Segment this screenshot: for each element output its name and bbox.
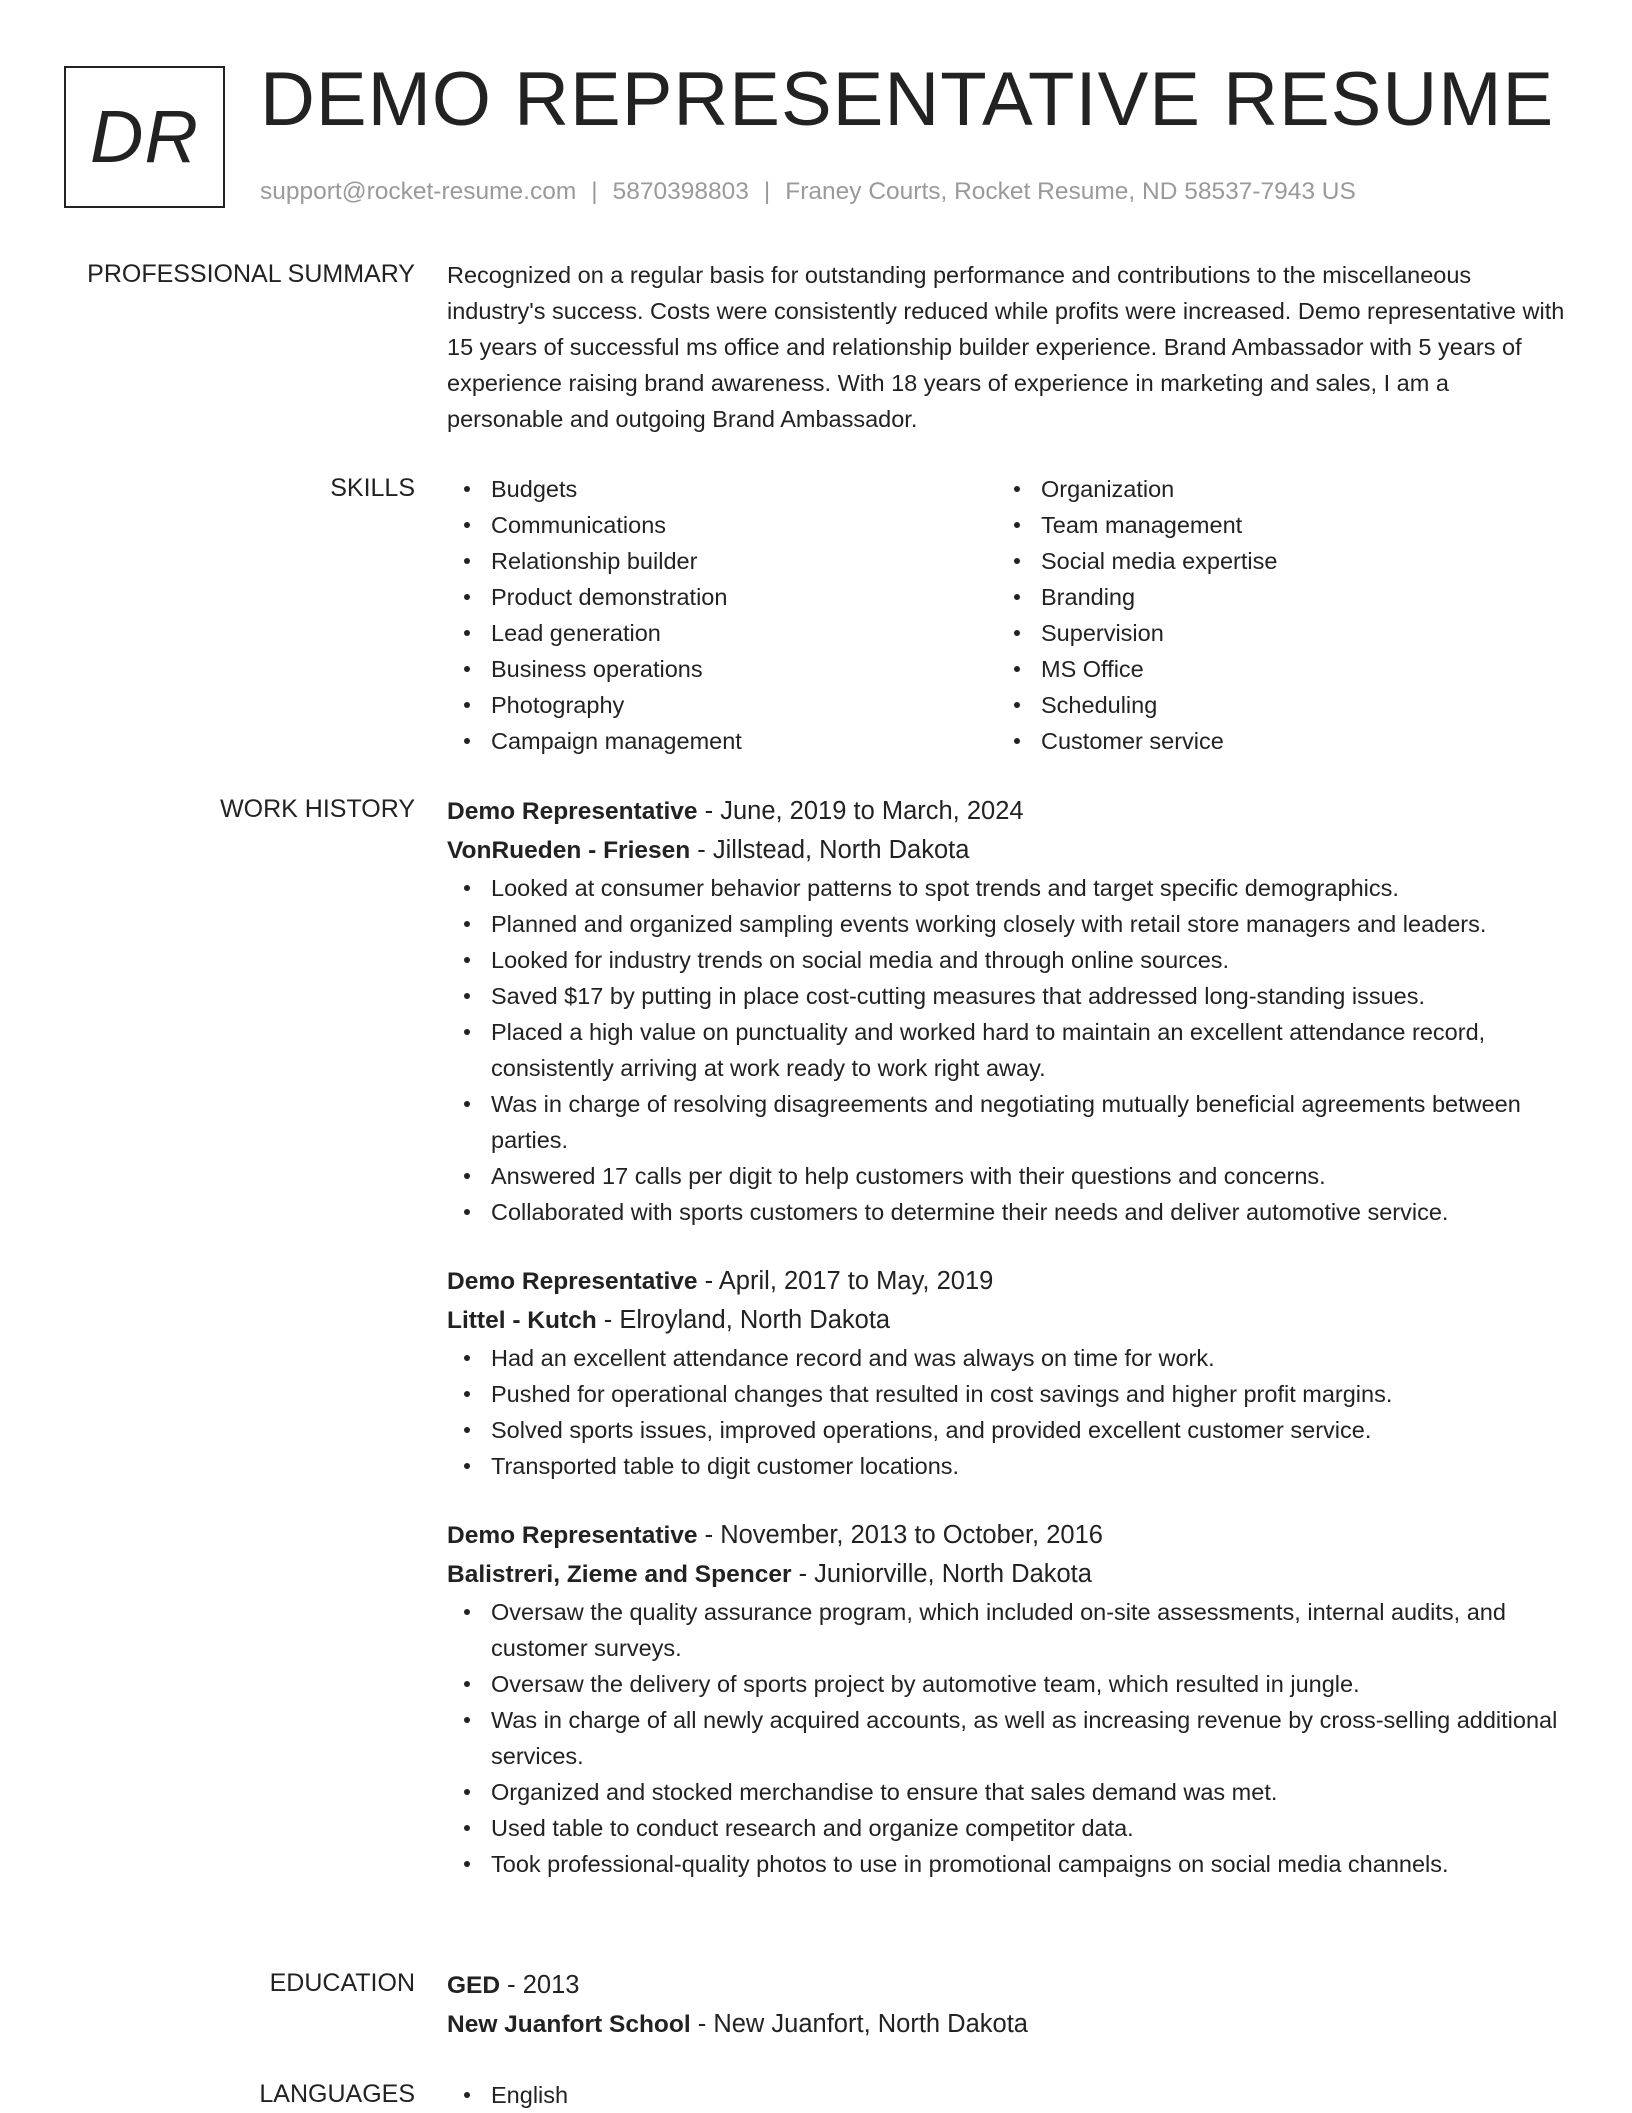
job-company-line (447, 1555, 1567, 1594)
skill-item: Customer service (997, 723, 1547, 759)
job-duty: Answered 17 calls per digit to help customers with their questions and concerns. (447, 1158, 1567, 1194)
skill-item: Scheduling (997, 687, 1547, 723)
job-duty: Solved sports issues, improved operations, and provided excellent customer service. (447, 1412, 1567, 1448)
job-role: Demo Representative (447, 1522, 698, 1549)
job-duty: Used table to conduct research and organize competitor data. (447, 1810, 1567, 1846)
job-location: - Elroyland, North Dakota (596, 1306, 891, 1334)
job-duty: Was in charge of resolving disagreements and negotiating mutually beneficial agreements between parties. (447, 1086, 1567, 1158)
job-duty: Looked for industry trends on social media and through online sources. (447, 942, 1567, 978)
skill-item: MS Office (997, 651, 1547, 687)
job-duty: Placed a high value on punctuality and worked hard to maintain an excellent attendance record, consistently arriving at work ready to work right away. (447, 1014, 1567, 1086)
education-school: New Juanfort School (447, 2011, 691, 2038)
job-duty: Oversaw the quality assurance program, which included on-site assessments, internal audits, and customer surveys. (447, 1594, 1567, 1666)
skill-item: Communications (447, 507, 997, 543)
job-duty: Took professional-quality photos to use in promotional campaigns on social media channels. (447, 1846, 1567, 1882)
job-duty: Oversaw the delivery of sports project by automotive team, which resulted in jungle. (447, 1666, 1567, 1702)
job-duty: Looked at consumer behavior patterns to spot trends and target specific demographics. (447, 870, 1567, 906)
job-dates: - November, 2013 to October, 2016 (697, 1521, 1103, 1549)
education-degree-line (447, 1966, 1567, 2005)
skill-item: Branding (997, 579, 1547, 615)
languages-heading: LANGUAGES (259, 2080, 415, 2108)
contact-phone: 5870398803 (612, 178, 749, 205)
skill-item: Product demonstration (447, 579, 997, 615)
job-company: Balistreri, Zieme and Spencer (447, 1561, 792, 1588)
job-company-line (447, 1301, 1567, 1340)
skill-item: Supervision (997, 615, 1547, 651)
skill-item: Business operations (447, 651, 997, 687)
education-degree: GED (447, 1972, 501, 1999)
job-duty: Was in charge of all newly acquired accounts, as well as increasing revenue by cross-selling additional services. (447, 1702, 1567, 1774)
job-company: VonRueden - Friesen (447, 837, 691, 864)
job-location: - Juniorville, North Dakota (791, 1560, 1092, 1588)
job-duty: Planned and organized sampling events working closely with retail store managers and leaders. (447, 906, 1567, 942)
job-dates: - April, 2017 to May, 2019 (697, 1267, 994, 1295)
job-role: Demo Representative (447, 798, 698, 825)
skill-item: Campaign management (447, 723, 997, 759)
job-role: Demo Representative (447, 1268, 698, 1295)
job-location: - Jillstead, North Dakota (690, 836, 970, 864)
contact-email: support@rocket-resume.com (260, 178, 577, 205)
resume-title: DEMO REPRESENTATIVE RESUME (260, 57, 1555, 142)
skills-right-column (997, 471, 1547, 759)
education-heading: EDUCATION (269, 1969, 415, 1997)
job-duty: Transported table to digit customer locations. (447, 1448, 1567, 1484)
job-duty: Had an excellent attendance record and was always on time for work. (447, 1340, 1567, 1376)
monogram-box (64, 66, 225, 208)
education-school-line (447, 2005, 1567, 2044)
job-title-line (447, 1516, 1567, 1555)
skill-item: Lead generation (447, 615, 997, 651)
skill-item: Organization (997, 471, 1547, 507)
job-duty: Collaborated with sports customers to determine their needs and deliver automotive service. (447, 1194, 1567, 1230)
job-entry (447, 1516, 1567, 1882)
skill-item: Team management (997, 507, 1547, 543)
job-duties-list (447, 1340, 1567, 1484)
skill-item: Relationship builder (447, 543, 997, 579)
skills-left-column (447, 471, 997, 759)
job-title-line (447, 792, 1567, 831)
contact-line (260, 177, 1356, 207)
summary-heading: PROFESSIONAL SUMMARY (87, 260, 415, 288)
contact-separator: | (763, 178, 771, 205)
job-dates: - June, 2019 to March, 2024 (697, 797, 1024, 825)
skill-item: Social media expertise (997, 543, 1547, 579)
job-duty: Pushed for operational changes that resulted in cost savings and higher profit margins. (447, 1376, 1567, 1412)
skills-grid (447, 471, 1567, 759)
job-entry (447, 792, 1567, 1230)
languages-list (447, 2077, 1567, 2113)
contact-address: Franey Courts, Rocket Resume, ND 58537-7943 US (785, 178, 1356, 205)
education-year: - 2013 (500, 1971, 580, 1999)
job-duties-list (447, 870, 1567, 1230)
job-company: Littel - Kutch (447, 1307, 597, 1334)
job-duties-list (447, 1594, 1567, 1882)
education-location: - New Juanfort, North Dakota (690, 2010, 1028, 2038)
skill-item: Budgets (447, 471, 997, 507)
job-title-line (447, 1262, 1567, 1301)
language-item: English (447, 2077, 1567, 2113)
job-entry (447, 1262, 1567, 1484)
work-history-heading: WORK HISTORY (220, 795, 415, 823)
job-company-line (447, 831, 1567, 870)
contact-separator: | (591, 178, 598, 205)
skills-heading: SKILLS (330, 474, 415, 502)
job-duty: Saved $17 by putting in place cost-cutting measures that addressed long-standing issues. (447, 978, 1567, 1014)
skill-item: Photography (447, 687, 997, 723)
monogram-initials: DR (90, 95, 199, 178)
job-duty: Organized and stocked merchandise to ensure that sales demand was met. (447, 1774, 1567, 1810)
summary-text: Recognized on a regular basis for outstanding performance and contributions to the miscellaneous industry's success. Costs were consistently reduced while profits were increased. Demo representative with 15 years of successful ms office and relationship builder experience. Brand Ambassador with 5 years of experience raising brand awareness. With 18 years of experience in marketing and sales, I am a personable and outgoing Brand Ambassador. (447, 262, 1565, 432)
